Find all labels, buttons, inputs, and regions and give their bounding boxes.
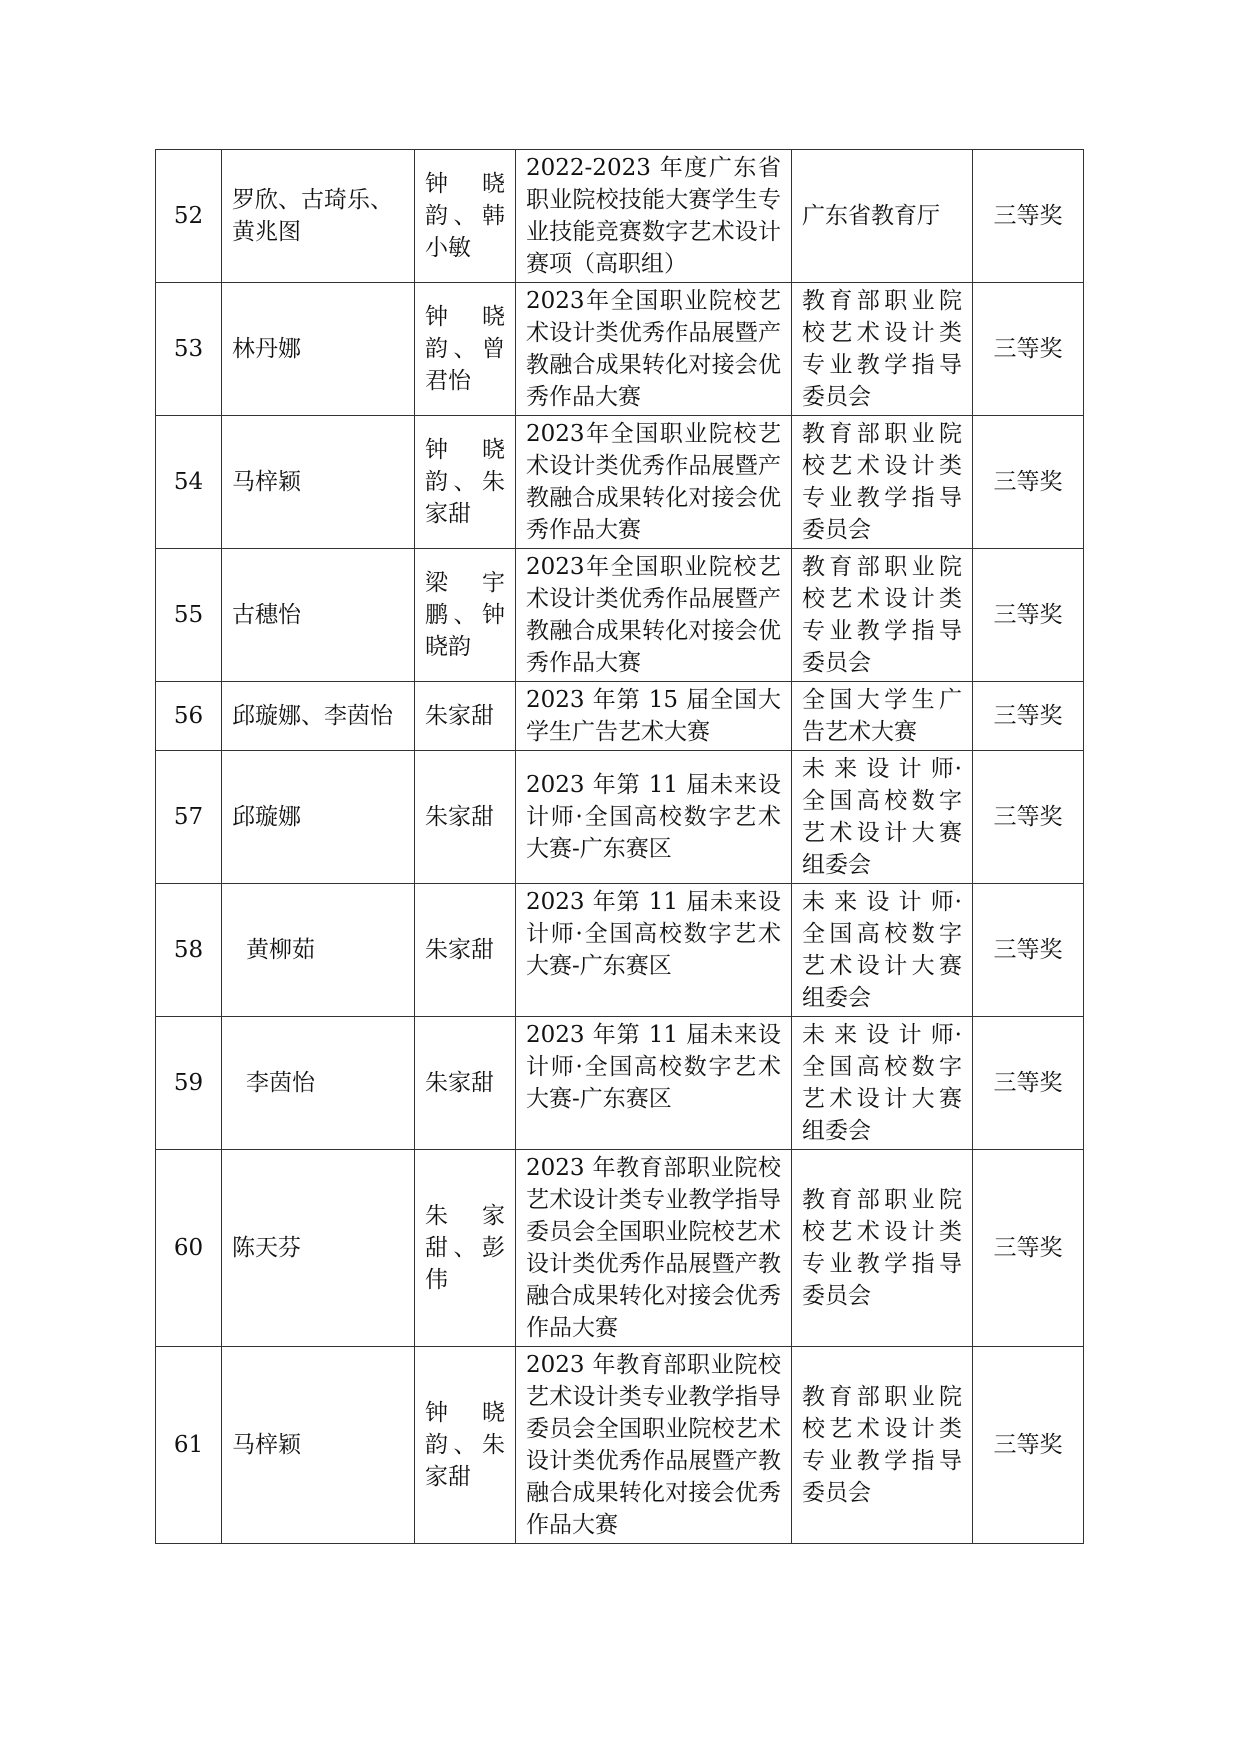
competition-name: 2022-2023 年度广东省职业院校技能大赛学生专业技能竞赛数字艺术设计赛项（高职组） xyxy=(516,150,792,283)
row-number: 60 xyxy=(156,1150,222,1347)
awards-table xyxy=(155,149,1084,1544)
table-row xyxy=(156,682,1084,751)
organizer-name: 未 来 设 计 师·全国高校数字艺术设计大赛组委会 xyxy=(792,1017,973,1150)
student-names: 邱璇娜 xyxy=(222,751,415,884)
organizer-name: 教育部职业院校艺术设计类专业教学指导委员会 xyxy=(792,1347,973,1544)
row-number: 55 xyxy=(156,549,222,682)
organizer-name: 教育部职业院校艺术设计类专业教学指导委员会 xyxy=(792,549,973,682)
table-row xyxy=(156,1347,1084,1544)
student-names: 罗欣、古琦乐、黄兆图 xyxy=(222,150,415,283)
row-number: 59 xyxy=(156,1017,222,1150)
competition-name: 2023年全国职业院校艺术设计类优秀作品展暨产教融合成果转化对接会优秀作品大赛 xyxy=(516,283,792,416)
advisor-names: 朱家甜 xyxy=(415,751,516,884)
award-level: 三等奖 xyxy=(973,884,1084,1017)
organizer-name: 教育部职业院校艺术设计类专业教学指导委员会 xyxy=(792,416,973,549)
student-names: 马梓颖 xyxy=(222,416,415,549)
student-names: 黄柳茹 xyxy=(222,884,415,1017)
competition-name: 2023 年第 15 届全国大学生广告艺术大赛 xyxy=(516,682,792,751)
award-level: 三等奖 xyxy=(973,1150,1084,1347)
advisor-names: 钟 晓 韵、朱家甜 xyxy=(415,1347,516,1544)
advisor-names: 朱家甜 xyxy=(415,682,516,751)
advisor-names: 钟 晓 韵、朱家甜 xyxy=(415,416,516,549)
table-row xyxy=(156,283,1084,416)
advisor-names: 钟 晓 韵、曾君怡 xyxy=(415,283,516,416)
student-names: 马梓颖 xyxy=(222,1347,415,1544)
organizer-name: 教育部职业院校艺术设计类专业教学指导委员会 xyxy=(792,283,973,416)
advisor-names: 朱家甜 xyxy=(415,1017,516,1150)
award-level: 三等奖 xyxy=(973,751,1084,884)
award-level: 三等奖 xyxy=(973,283,1084,416)
organizer-name: 未 来 设 计 师·全国高校数字艺术设计大赛组委会 xyxy=(792,751,973,884)
advisor-names: 朱家甜 xyxy=(415,884,516,1017)
competition-name: 2023 年教育部职业院校艺术设计类专业教学指导委员会全国职业院校艺术设计类优秀作品展暨产教融合成果转化对接会优秀作品大赛 xyxy=(516,1150,792,1347)
row-number: 61 xyxy=(156,1347,222,1544)
table-row xyxy=(156,1150,1084,1347)
advisor-names: 梁 宇 鹏、钟晓韵 xyxy=(415,549,516,682)
row-number: 56 xyxy=(156,682,222,751)
award-level: 三等奖 xyxy=(973,1017,1084,1150)
award-level: 三等奖 xyxy=(973,416,1084,549)
student-names: 邱璇娜、李茵怡 xyxy=(222,682,415,751)
row-number: 52 xyxy=(156,150,222,283)
row-number: 54 xyxy=(156,416,222,549)
table-row xyxy=(156,549,1084,682)
organizer-name: 全国大学生广告艺术大赛 xyxy=(792,682,973,751)
organizer-name: 教育部职业院校艺术设计类专业教学指导委员会 xyxy=(792,1150,973,1347)
advisor-names: 钟 晓 韵、韩小敏 xyxy=(415,150,516,283)
student-names: 古穗怡 xyxy=(222,549,415,682)
student-names: 李茵怡 xyxy=(222,1017,415,1150)
competition-name: 2023年全国职业院校艺术设计类优秀作品展暨产教融合成果转化对接会优秀作品大赛 xyxy=(516,416,792,549)
organizer-name: 广东省教育厅 xyxy=(792,150,973,283)
table-row xyxy=(156,416,1084,549)
row-number: 58 xyxy=(156,884,222,1017)
table-row xyxy=(156,1017,1084,1150)
table-row xyxy=(156,150,1084,283)
competition-name: 2023 年第 11 届未来设计师·全国高校数字艺术大赛-广东赛区 xyxy=(516,751,792,884)
row-number: 53 xyxy=(156,283,222,416)
competition-name: 2023年全国职业院校艺术设计类优秀作品展暨产教融合成果转化对接会优秀作品大赛 xyxy=(516,549,792,682)
award-level: 三等奖 xyxy=(973,682,1084,751)
award-level: 三等奖 xyxy=(973,150,1084,283)
advisor-names: 朱 家 甜、彭伟 xyxy=(415,1150,516,1347)
table-row xyxy=(156,884,1084,1017)
competition-name: 2023 年教育部职业院校艺术设计类专业教学指导委员会全国职业院校艺术设计类优秀作品展暨产教融合成果转化对接会优秀作品大赛 xyxy=(516,1347,792,1544)
organizer-name: 未 来 设 计 师·全国高校数字艺术设计大赛组委会 xyxy=(792,884,973,1017)
award-level: 三等奖 xyxy=(973,1347,1084,1544)
competition-name: 2023 年第 11 届未来设计师·全国高校数字艺术大赛-广东赛区 xyxy=(516,884,792,1017)
student-names: 陈天芬 xyxy=(222,1150,415,1347)
competition-name: 2023 年第 11 届未来设计师·全国高校数字艺术大赛-广东赛区 xyxy=(516,1017,792,1150)
table-row xyxy=(156,751,1084,884)
award-level: 三等奖 xyxy=(973,549,1084,682)
student-names: 林丹娜 xyxy=(222,283,415,416)
row-number: 57 xyxy=(156,751,222,884)
